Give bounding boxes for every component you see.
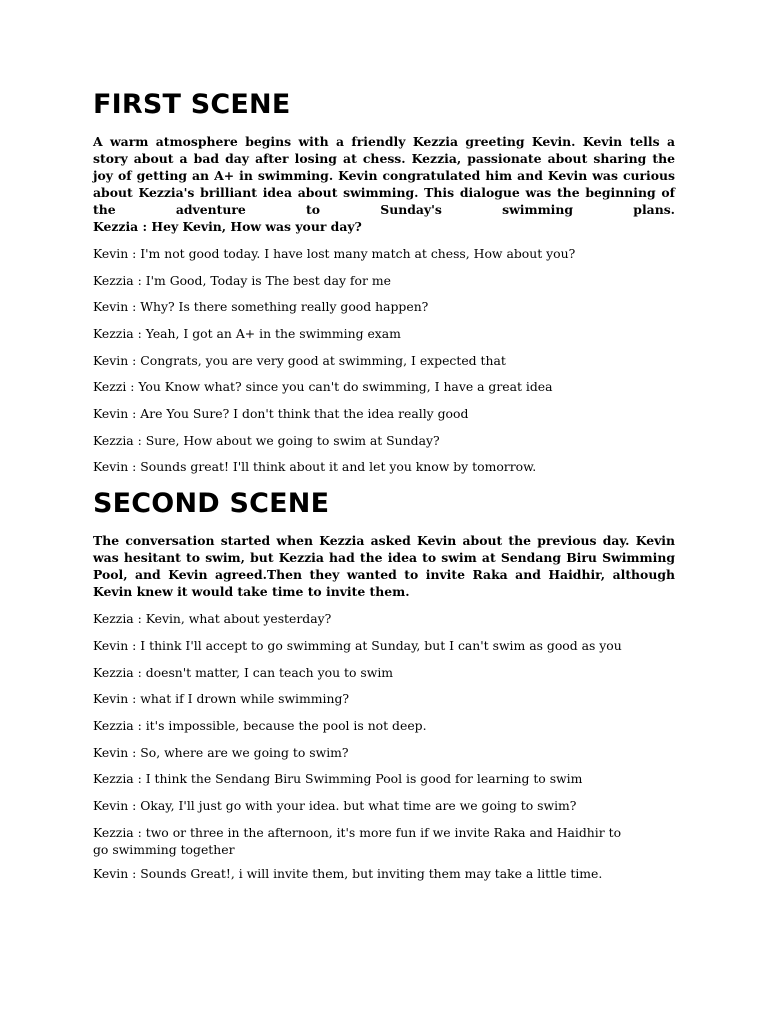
dialogue-line: Kezzia : I think the Sendang Biru Swimming Pool is good for learning to swim: [93, 771, 583, 786]
second-scene-heading: SECOND SCENE: [93, 488, 330, 519]
second-scene-summary: The conversation started when Kezzia asked Kevin about the previous day. Kevin was hesitant to swim, but Kezzia had the idea to swim at Sendang Biru Swimming Pool, and Kevin agreed.Then they wanted to invite Raka and Haidhir, although Kevin knew it would take time to invite them.: [93, 533, 675, 599]
dialogue-line: Kevin : Sounds great! I'll think about it and let you know by tomorrow.: [93, 459, 537, 474]
dialogue-line: Kezzia : Sure, How about we going to swim at Sunday?: [93, 433, 440, 448]
dialogue-line: Kevin : So, where are we going to swim?: [93, 745, 349, 760]
dialogue-line: Kezzia : I'm Good, Today is The best day for me: [93, 273, 391, 288]
dialogue-line: Kezzia : Yeah, I got an A+ in the swimming exam: [93, 326, 401, 341]
dialogue-line: Kezzi : You Know what? since you can't do swimming, I have a great idea: [93, 379, 553, 394]
dialogue-line: Kevin : Congrats, you are very good at swimming, I expected that: [93, 353, 506, 368]
first-scene-heading: FIRST SCENE: [93, 89, 291, 120]
dialogue-line: Kevin : I think I'll accept to go swimming at Sunday, but I can't swim as good as you: [93, 638, 622, 653]
dialogue-line: Kevin : Are You Sure? I don't think that the idea really good: [93, 406, 469, 421]
dialogue-line: Kezzia : Kevin, what about yesterday?: [93, 611, 332, 626]
dialogue-line: Kevin : Okay, I'll just go with your idea. but what time are we going to swim?: [93, 798, 577, 813]
dialogue-line: Kezzia : doesn't matter, I can teach you to swim: [93, 665, 394, 680]
dialogue-line: Kevin : I'm not good today. I have lost many match at chess, How about you?: [93, 246, 576, 261]
dialogue-line: Kezzia : two or three in the afternoon, it's more fun if we invite Raka and Haidhir to go swimming together: [93, 825, 622, 857]
dialogue-line: Kevin : Sounds Great!, i will invite them, but inviting them may take a little time.: [93, 866, 603, 881]
dialogue-line: Kevin : what if I drown while swimming?: [93, 691, 350, 706]
dialogue-line: Kezzia : it's impossible, because the pool is not deep.: [93, 718, 427, 733]
first-scene-summary: A warm atmosphere begins with a friendly Kezzia greeting Kevin. Kevin tells a story about a bad day after losing at chess. Kezzia, passionate about sharing the joy of getting an A+ in swimming. Kevin congratulated him and Kevin was curious about Kezzia's brilliant idea about swimming. This dialogue was the beginning of the adventure to Sunday's swimming plans.: [93, 134, 675, 217]
first-scene-opening-line: Kezzia : Hey Kevin, How was your day?: [93, 219, 362, 234]
dialogue-line: Kevin : Why? Is there something really good happen?: [93, 299, 429, 314]
